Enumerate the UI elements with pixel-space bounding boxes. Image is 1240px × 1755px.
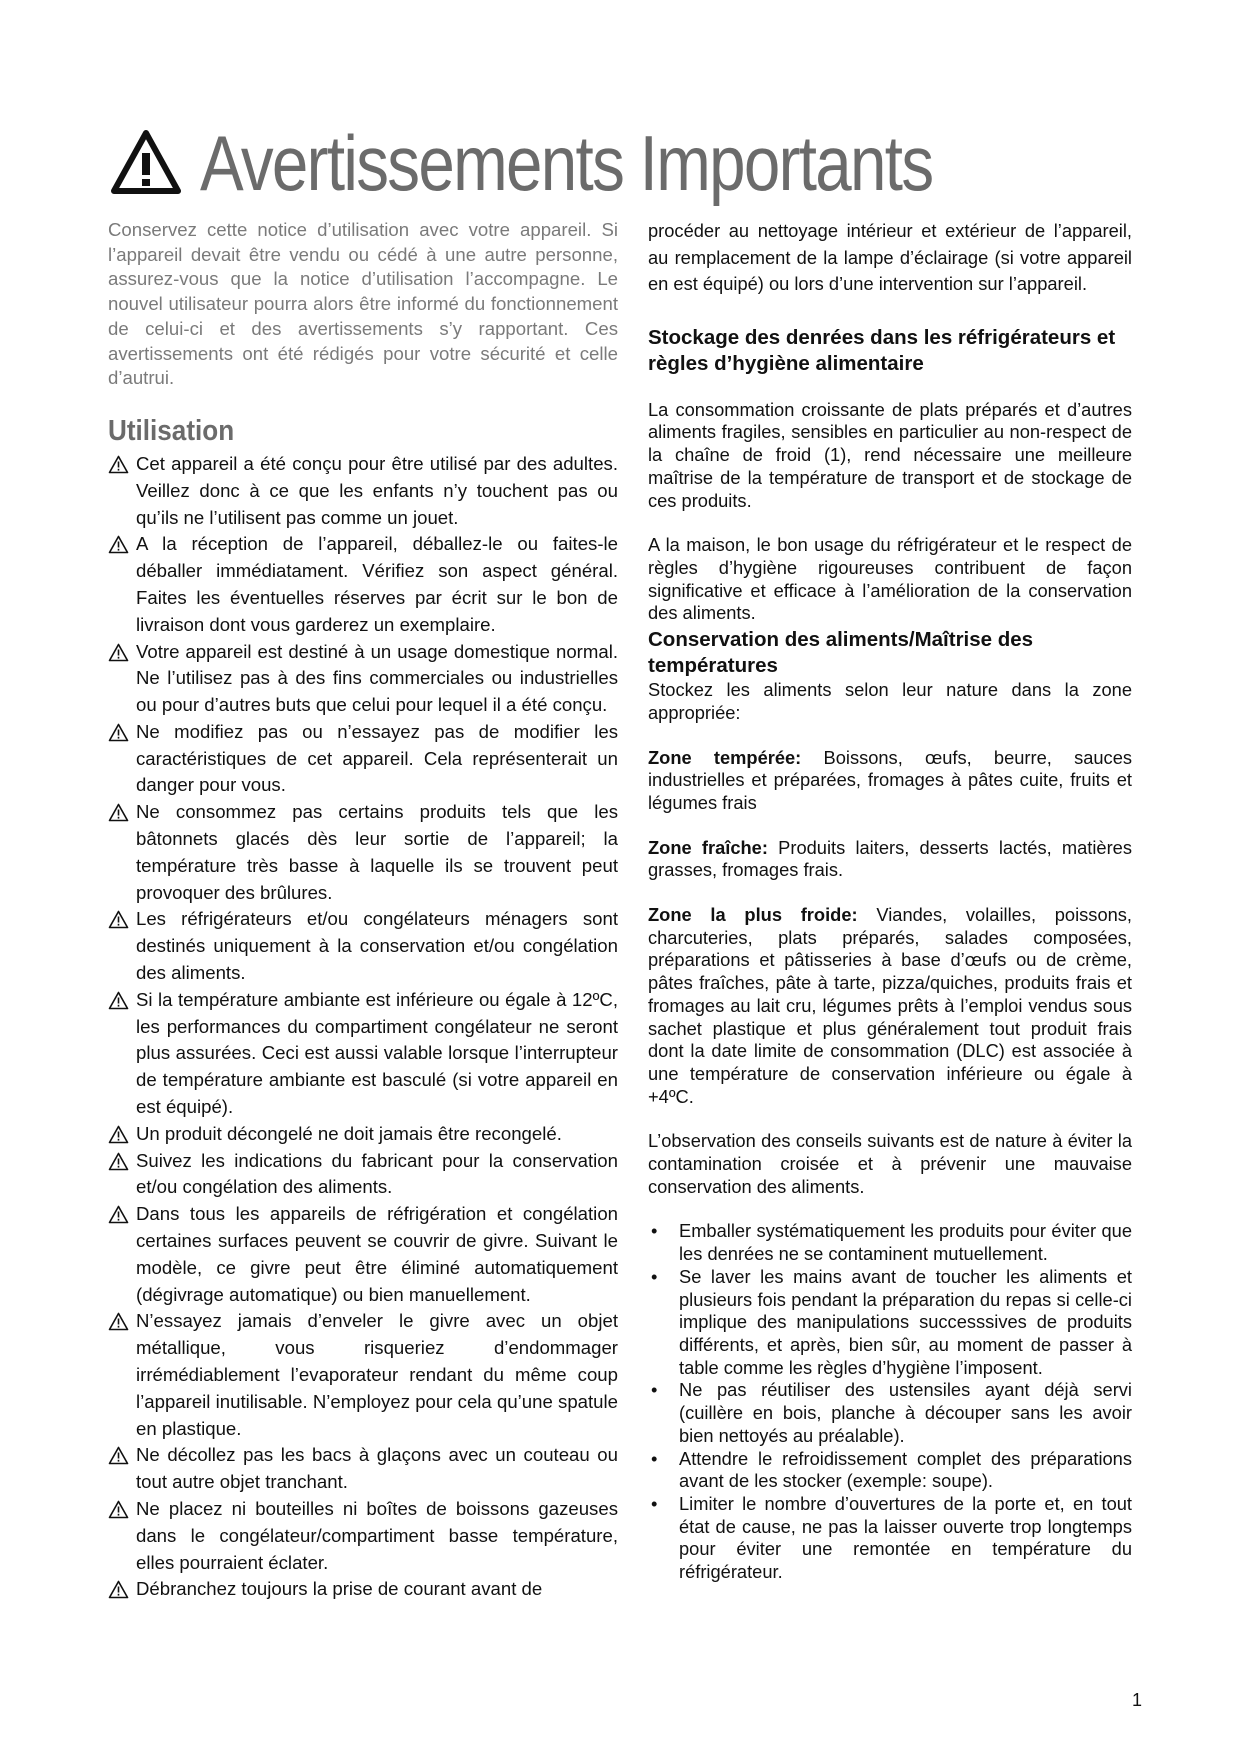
warning-item (108, 799, 618, 906)
warning-item (108, 1308, 618, 1442)
warning-triangle-icon (108, 1201, 136, 1224)
warning-item (108, 639, 618, 719)
warning-item (108, 987, 618, 1121)
warning-item (108, 906, 618, 986)
warning-item (108, 1148, 618, 1202)
storage-paragraph-1: La consommation croissante de plats préparés et d’autres aliments fragiles, sensibles en particulier au non-respect de la chaîne de froid (1), rend nécessaire une meilleure maîtrise de la température de transport et de stockage de ces produits. (648, 398, 1132, 511)
storage-paragraph-2: A la maison, le bon usage du réfrigérateur et le respect de règles d’hygiène rigoureuses contribuent de façon significative et efficace à l’amélioration de la conservation des aliments. (648, 534, 1132, 624)
warning-item-text: Ne décollez pas les bacs à glaçons avec un couteau ou tout autre objet tranchant. (136, 1444, 618, 1493)
warning-triangle-icon (108, 1148, 136, 1171)
hygiene-bullet-list (648, 1220, 1132, 1583)
page-title (110, 118, 1072, 208)
hygiene-bullet-text: Attendre le refroidissement complet des préparations avant de les stocker (exemple: soupe). (679, 1447, 1132, 1492)
warning-triangle-icon (108, 799, 136, 822)
zone-temperee-label: Zone tempérée: (648, 746, 802, 768)
warning-triangle-icon (108, 1308, 136, 1331)
warning-triangle-icon (108, 1576, 136, 1599)
left-column (108, 218, 618, 1603)
warning-triangle-icon (108, 639, 136, 662)
utilisation-heading: Utilisation (108, 414, 235, 447)
warning-item-text: Ne modifiez pas ou n’essayez pas de modifier les caractéristiques de cet appareil. Cela représenterait un danger pour vous. (136, 720, 618, 796)
warning-triangle-icon (108, 1121, 136, 1144)
page-title-text: Avertissements Importants (200, 119, 933, 207)
warning-item-text: Un produit décongelé ne doit jamais être recongelé. (136, 1122, 562, 1144)
warning-item-text: Ne consommez pas certains produits tels que les bâtonnets glacés dès leur sortie de l’appareil; la température très basse à laquelle ils se trouvent peut provoquer des brûlures. (136, 801, 618, 903)
warning-triangle-icon (108, 987, 136, 1010)
warning-triangle-icon (108, 1442, 136, 1465)
storage-heading: Stockage des denrées dans les réfrigérateurs et règles d’hygiène alimentaire (648, 325, 1116, 375)
warning-item-text: N’essayez jamais d’enveler le givre avec un objet métallique, vous risqueriez d’endommager irrémédiablement l’evaporateur rendant du même coup l’appareil inutilisable. N’employez pour cela qu’une spatule en plastique. (136, 1310, 618, 1439)
warning-item-text: Votre appareil est destiné à un usage domestique normal. Ne l’utilisez pas à des fins commerciales ou industrielles ou pour d’autres buts que celui pour lequel il a été conçu. (136, 640, 618, 716)
warning-item (108, 1576, 618, 1603)
hygiene-bullet-item (648, 1448, 1132, 1493)
zone-fraiche-text: Produits laiters, desserts lactés, matières grasses, fromages frais. (648, 836, 1132, 881)
zone-froide-label: Zone la plus froide: (648, 904, 858, 926)
bullet-mark: • (651, 1447, 658, 1469)
page-number: 1 (1132, 1690, 1143, 1710)
bullet-mark: • (651, 1379, 658, 1401)
warning-item (108, 1496, 618, 1576)
zone-froide-text: Viandes, volailles, poissons, charcuteries, plats préparés, salades composées, préparations et pâtisseries à base d’œufs ou de crème, pâtes fraîches, pâte à tarte, pizza/quiches, produits frais et fromages au lait cru, légumes prêts à l’emploi vendus sous sachet plastique et plus généralement tout produit frais dont la date limite de consommation (DLC) est associée à une température de conservation inférieure ou égale à +4ºC. (648, 904, 1132, 1107)
utilisation-warning-list (108, 451, 618, 1603)
warning-item (108, 719, 618, 799)
warning-item-text: Les réfrigérateurs et/ou congélateurs ménagers sont destinés uniquement à la conservation et/ou congélation des aliments. (136, 908, 618, 984)
bullet-mark: • (651, 1265, 658, 1287)
right-column (648, 218, 1132, 1584)
warning-item-text: Dans tous les appareils de réfrigération et congélation certaines surfaces peuvent se couvrir de givre. Suivant le modèle, ce givre peut être éliminé automatiquement (dégivrage automatique) ou bien manuellement. (136, 1203, 618, 1305)
warning-item (108, 1201, 618, 1308)
zone-fraiche-paragraph (648, 837, 1132, 882)
warning-triangle-icon (108, 1496, 136, 1519)
warning-item-text: Cet appareil a été conçu pour être utilisé par des adultes. Veillez donc à ce que les enfants n’y touchent pas ou qu’ils ne l’utilisent pas comme un jouet. (136, 452, 618, 528)
zone-froide-paragraph (648, 904, 1132, 1108)
warning-item-text: A la réception de l’appareil, déballez-le ou faites-le déballer immédiatament. Vérifiez son aspect général. Faites les éventuelles réserves par écrit sur le bon de livraison dont vous garderez un exemplaire. (136, 533, 618, 635)
warning-item-text: Ne placez ni bouteilles ni boîtes de boissons gazeuses dans le congélateur/compartiment basse température, elles pourraient éclater. (136, 1498, 618, 1573)
continuation-paragraph: procéder au nettoyage intérieur et extérieur de l’appareil, au remplacement de la lampe d’éclairage (si votre appareil en est équipé) ou lors d’une intervention sur l’appareil. (648, 220, 1132, 295)
hygiene-bullet-text: Ne pas réutiliser des ustensiles ayant déjà servi (cuillère en bois, planche à découper sans les avoir bien nettoyés au préalable). (679, 1379, 1132, 1446)
warning-item (108, 451, 618, 531)
warning-item (108, 531, 618, 638)
hygiene-bullet-item (648, 1266, 1132, 1380)
hygiene-bullet-text: Se laver les mains avant de toucher les aliments et plusieurs fois pendant la préparation du repas si celle-ci implique des manipulations successsives de produits différents, et après, bien sûr, au moment de passer à table comme les règles d’hygiène l’imposent. (679, 1265, 1132, 1378)
zone-temperee-paragraph (648, 747, 1132, 815)
observation-paragraph: L’observation des conseils suivants est de nature à éviter la contamination croisée et à prévenir une mauvaise conservation des aliments. (648, 1130, 1132, 1197)
conservation-heading: Conservation des aliments/Maîtrise des températures (648, 628, 1034, 678)
warning-triangle-icon (108, 531, 136, 554)
warning-triangle-icon (108, 719, 136, 742)
zone-fraiche-label: Zone fraîche: (648, 836, 768, 858)
warning-item-text: Suivez les indications du fabricant pour la conservation et/ou congélation des aliments. (136, 1149, 618, 1198)
warning-item (108, 1121, 618, 1148)
warning-item-text: Si la température ambiante est inférieure ou égale à 12ºC, les performances du compartiment congélateur ne seront plus assurées. Ceci est aussi valable lorsque l’interrupteur de température ambiante est basculé (si votre appareil en est équipé). (136, 988, 618, 1118)
hygiene-bullet-text: Limiter le nombre d’ouvertures de la porte et, en tout état de cause, ne pas la laisser ouverte trop longtemps pour éviter une remontée en température du réfrigérateur. (679, 1492, 1132, 1583)
zone-temperee-text: Boissons, œufs, beurre, sauces industrielles et préparées, fromages à pâtes cuite, fruits et légumes frais (648, 746, 1132, 813)
bullet-mark: • (651, 1220, 658, 1242)
hygiene-bullet-item (648, 1379, 1132, 1447)
warning-triangle-icon (108, 906, 136, 929)
warning-item-text: Débranchez toujours la prise de courant avant de (136, 1578, 543, 1600)
hygiene-bullet-text: Emballer systématiquement les produits pour éviter que les denrées ne se contaminent mutuellement. (679, 1220, 1132, 1265)
hygiene-bullet-item (648, 1493, 1132, 1584)
bullet-mark: • (651, 1492, 658, 1514)
warning-triangle-icon (108, 451, 136, 474)
hygiene-bullet-item (648, 1220, 1132, 1265)
conservation-intro: Stockez les aliments selon leur nature dans la zone appropriée: (648, 679, 1132, 723)
warning-item (108, 1442, 618, 1496)
intro-paragraph: Conservez cette notice d’utilisation avec votre appareil. Si l’appareil devait être vendu ou cédé à une autre personne, assurez-vous que la notice d’utilisation l’accompagne. Le nouvel utilisateur pourra alors être informé du fonctionnement de celui-ci et des avertissements s’y rapportant. Ces avertissements ont été rédigés pour votre sécurité et celle d’autrui. (108, 219, 618, 389)
warning-triangle-icon (110, 127, 182, 199)
